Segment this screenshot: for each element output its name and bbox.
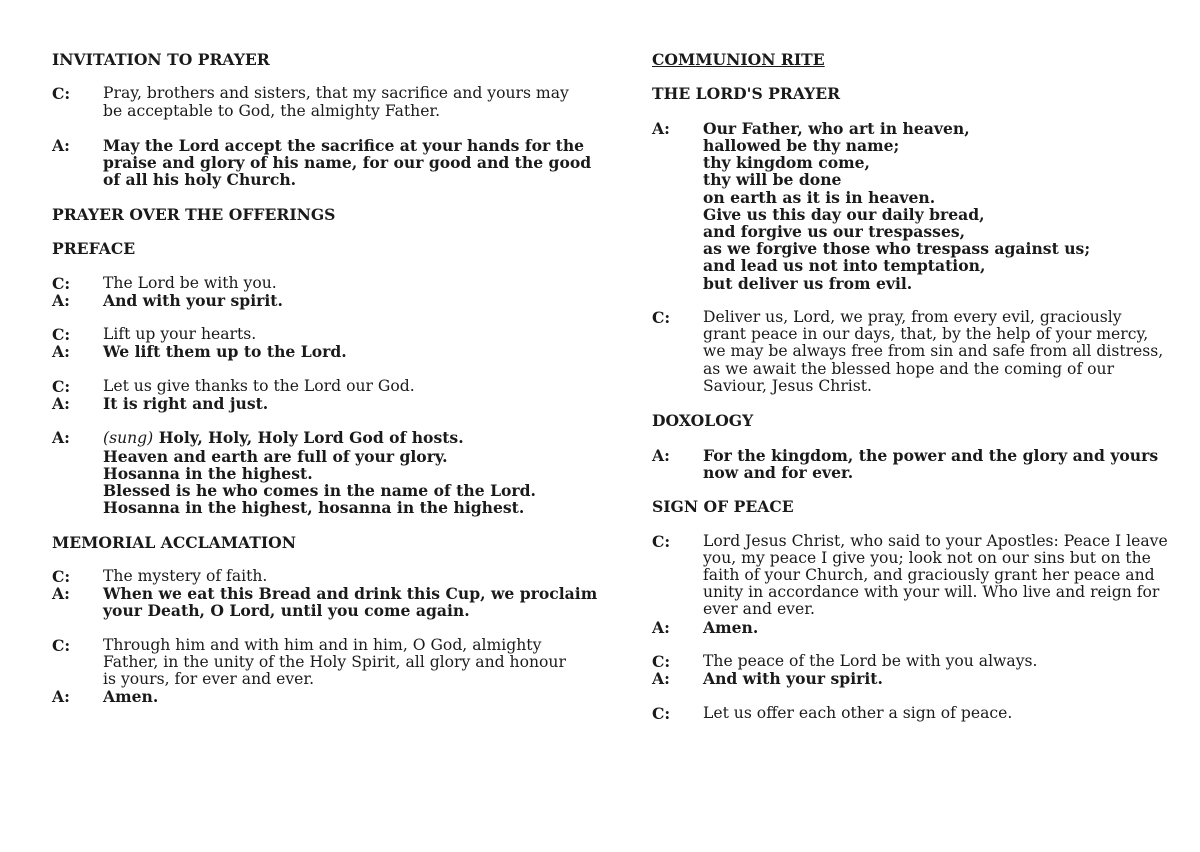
speaker-label: C: (652, 651, 671, 671)
deliver-us (652, 309, 1162, 395)
dialogue-text: Let us offer each other a sign of peace. (703, 703, 1013, 722)
speaker-label: A: (52, 135, 70, 155)
text-line: Lord Jesus Christ, who said to your Apostles: Peace I leave (703, 531, 1168, 550)
text-line: faith of your Church, and graciously grant her peace and (703, 565, 1155, 584)
dialogue-text: It is right and just. (103, 393, 269, 413)
speaker-label: A: (52, 428, 70, 448)
text-line: on earth as it is in heaven. (703, 187, 936, 207)
invitation-assembly (52, 135, 592, 190)
text-line: thy kingdom come, (703, 153, 870, 173)
text-line: When we eat this Bread and drink this Cup, we proclaim (103, 584, 598, 604)
speaker-label: C: (652, 308, 671, 327)
dialogue-text: And with your spirit. (103, 290, 283, 310)
speaker-label: A: (652, 445, 670, 465)
dialogue-celebrant (652, 653, 1162, 670)
text-line: Deliver us, Lord, we pray, from every evil, graciously (703, 308, 1122, 326)
dialogue-text: Amen. (103, 687, 159, 707)
text-line: Hosanna in the highest. (103, 463, 313, 483)
dialogue-assembly (652, 670, 1162, 687)
preface-heading: PREFACE (52, 239, 136, 259)
offerings-heading: PRAYER OVER THE OFFERINGS (52, 204, 336, 224)
dialogue-celebrant (52, 378, 562, 395)
speaker-label: A: (52, 584, 70, 604)
dialogue-text: Amen. (703, 617, 759, 637)
lords-prayer (652, 120, 1162, 292)
invitation-heading: INVITATION TO PRAYER (52, 50, 270, 69)
text-line: thy will be done (703, 170, 842, 190)
text-line: Saviour, Jesus Christ. (703, 376, 872, 395)
text-line: but deliver us from evil. (703, 273, 913, 293)
dialogue-assembly (52, 395, 562, 412)
text-line: as we forgive those who trespass against us; (703, 239, 1091, 259)
dialogue-celebrant (52, 326, 562, 343)
dialogue-assembly (52, 688, 562, 705)
speaker-label: A: (52, 687, 70, 707)
dialogue-assembly (652, 619, 1162, 636)
communion-heading: COMMUNION RITE (652, 50, 825, 69)
lords-prayer-heading: THE LORD'S PRAYER (652, 84, 841, 104)
dialogue-text: The peace of the Lord be with you always. (703, 651, 1038, 670)
speaker-label: C: (52, 325, 71, 345)
speaker-label: C: (52, 376, 71, 396)
text-line: Our Father, who art in heaven, (703, 118, 970, 138)
memorial-heading: MEMORIAL ACCLAMATION (52, 532, 296, 552)
dialogue-assembly (52, 584, 598, 621)
text-line: Give us this day our daily bread, (703, 204, 985, 224)
speaker-label: C: (52, 635, 71, 655)
speaker-label: A: (652, 669, 670, 689)
text-line: Hosanna in the highest, hosanna in the highest. (103, 498, 525, 518)
text-line: your Death, O Lord, until you come again. (103, 601, 470, 621)
doxology (652, 447, 1162, 481)
text-line: you, my peace I give you; look not on our sins but on the (703, 548, 1151, 567)
dialogue-celebrant (52, 635, 566, 689)
text-line: Pray, brothers and sisters, that my sacrifice and yours may (103, 84, 569, 103)
text-line: unity in accordance with your will. Who live and reign for (703, 583, 1160, 602)
text-line: and forgive us our trespasses, (703, 222, 966, 241)
text-line: is yours, for ever and ever. (103, 670, 315, 689)
text-line: For the kingdom, the power and the glory and yours (703, 445, 1159, 465)
text-line: grant peace in our days, that, by the help of your mercy, (703, 325, 1149, 344)
left-page (52, 50, 598, 707)
text-line: and lead us not into temptation, (703, 256, 986, 276)
speaker-label: A: (652, 118, 670, 138)
text-line: now and for ever. (703, 462, 854, 482)
dialogue-assembly (52, 343, 562, 360)
text-line: Blessed is he who comes in the name of the Lord. (103, 480, 536, 500)
dialogue-text: Lift up your hearts. (103, 325, 257, 344)
dialogue-text: And with your spirit. (703, 669, 883, 689)
dialogue-assembly (52, 292, 562, 309)
right-page (652, 50, 1168, 723)
text-line: we may be always free from sin and safe from all distress, (703, 342, 1164, 361)
dialogue-celebrant (652, 705, 1162, 722)
speaker-label: C: (52, 273, 71, 293)
text-line: praise and glory of his name, for our good and the good (103, 153, 592, 173)
speaker-label: A: (52, 290, 70, 310)
sanctus (52, 429, 562, 516)
sung-note: (sung) (103, 429, 154, 448)
doxology-heading: DOXOLOGY (652, 411, 754, 431)
text-line: ever and ever. (703, 600, 815, 619)
peace-heading: SIGN OF PEACE (652, 497, 794, 517)
peace-prayer (652, 531, 1168, 619)
dialogue-text: The Lord be with you. (103, 273, 277, 292)
text-line: Father, in the unity of the Holy Spirit, all glory and honour (103, 652, 566, 671)
dialogue-celebrant (52, 275, 562, 292)
text-line: Through him and with him and in him, O God, almighty (103, 635, 542, 654)
text-line: be acceptable to God, the almighty Father. (103, 101, 441, 120)
text-line: hallowed be thy name; (703, 135, 900, 155)
text-line: Heaven and earth are full of your glory. (103, 446, 448, 466)
speaker-label: A: (52, 393, 70, 413)
speaker-label: C: (52, 566, 71, 586)
invitation-celebrant (52, 84, 569, 120)
dialogue-text: We lift them up to the Lord. (103, 342, 347, 362)
speaker-label: C: (52, 84, 71, 104)
text-line: Holy, Holy, Holy Lord God of hosts. (158, 428, 464, 448)
speaker-label: A: (52, 342, 70, 362)
speaker-label: C: (652, 531, 671, 551)
speaker-label: A: (652, 617, 670, 637)
speaker-label: C: (652, 703, 671, 723)
text-line: May the Lord accept the sacrifice at your hands for the (103, 135, 585, 155)
text-line: as we await the blessed hope and the coming of our (703, 359, 1115, 378)
dialogue-celebrant (52, 568, 562, 585)
text-line: of all his holy Church. (103, 170, 297, 190)
dialogue-text: Let us give thanks to the Lord our God. (103, 376, 415, 395)
dialogue-text: The mystery of faith. (103, 566, 268, 585)
